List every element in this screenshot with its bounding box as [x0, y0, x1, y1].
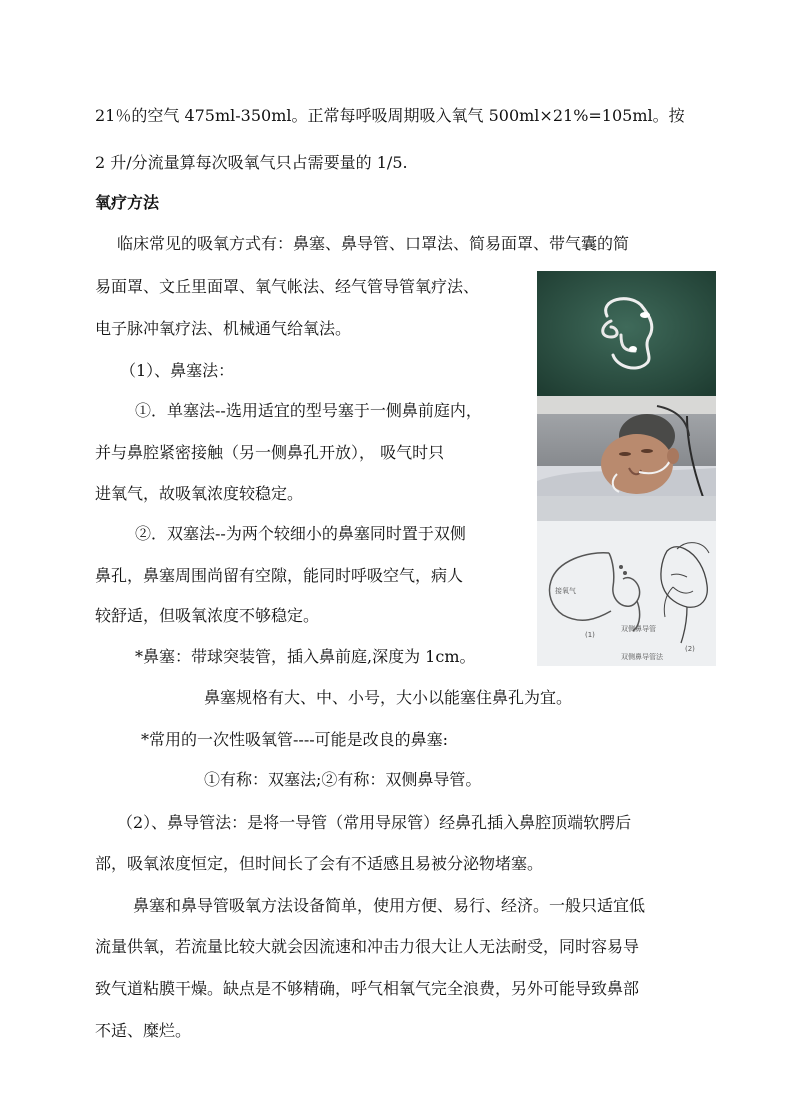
text-line-19: 部，吸氧浓度恒定，但时间长了会有不适感且易被分泌物堵塞。 — [95, 854, 544, 873]
text-line-21: 流量供氧，若流量比较大就会因流速和冲击力很大让人无法耐受，同时容易导 — [95, 937, 640, 956]
patient-photo — [537, 396, 716, 521]
text-line-8: ①．单塞法--选用适宜的型号塞于一侧鼻前庭内， — [135, 401, 482, 420]
text-line-2: 2 升/分流量算每次吸氧气只占需要量的 1/5. — [95, 153, 408, 172]
text-line-16: *常用的一次性吸氧管----可能是改良的鼻塞: — [141, 730, 449, 749]
section-heading: 氧疗方法 — [95, 193, 160, 212]
diagram-label-method: 双侧鼻导管法 — [621, 653, 663, 661]
text-line-12: 鼻孔，鼻塞周围尚留有空隙，能同时呼吸空气，病人 — [95, 566, 464, 585]
text-line-11: ②．双塞法--为两个较细小的鼻塞同时置于双侧 — [135, 524, 466, 543]
text-line-10: 进氧气，故吸氧浓度较稳定。 — [95, 484, 304, 503]
diagram-label-oxygen: 接氧气 — [555, 587, 576, 595]
diagram-label-1: (1) — [585, 631, 595, 639]
nasal-plug-photo — [537, 271, 716, 396]
text-line-18: （2）、鼻导管法：是将一导管（常用导尿管）经鼻孔插入鼻腔顶端软腭后 — [117, 813, 632, 832]
text-line-22: 致气道粘膜干燥。缺点是不够精确，呼气相氧气完全浪费，另外可能导致鼻部 — [95, 979, 640, 998]
text-line-6: 电子脉冲氧疗法、机械通气给氧法。 — [95, 319, 352, 338]
text-line-20: 鼻塞和鼻导管吸氧方法设备简单，使用方便、易行、经济。一般只适宜低 — [133, 896, 646, 915]
diagram-label-2: (2) — [685, 645, 695, 653]
text-line-1: 21％的空气 475ml-350ml。正常每呼吸周期吸入氧气 500ml×21%=105ml。按 — [95, 106, 685, 125]
text-line-5: 易面罩、文丘里面罩、氧气帐法、经气管导管氧疗法、 — [95, 277, 480, 296]
text-line-7: （1）、鼻塞法： — [120, 361, 235, 380]
text-line-23: 不适、糜烂。 — [95, 1021, 192, 1040]
text-line-4: 临床常见的吸氧方式有：鼻塞、鼻导管、口罩法、简易面罩、带气囊的简 — [117, 234, 630, 253]
diagram-label-cannula: 双侧鼻导管 — [621, 625, 656, 633]
text-line-14: *鼻塞：带球突装管，插入鼻前庭,深度为 1cm。 — [135, 647, 476, 666]
text-line-13: 较舒适，但吸氧浓度不够稳定。 — [95, 606, 320, 625]
text-line-15: 鼻塞规格有大、中、小号，大小以能塞住鼻孔为宜。 — [204, 688, 573, 707]
text-line-17: ①有称：双塞法;②有称：双侧鼻导管。 — [204, 770, 482, 789]
nasal-cannula-diagram — [537, 521, 716, 666]
text-line-9: 并与鼻腔紧密接触（另一侧鼻孔开放）， 吸气时只 — [95, 443, 445, 462]
